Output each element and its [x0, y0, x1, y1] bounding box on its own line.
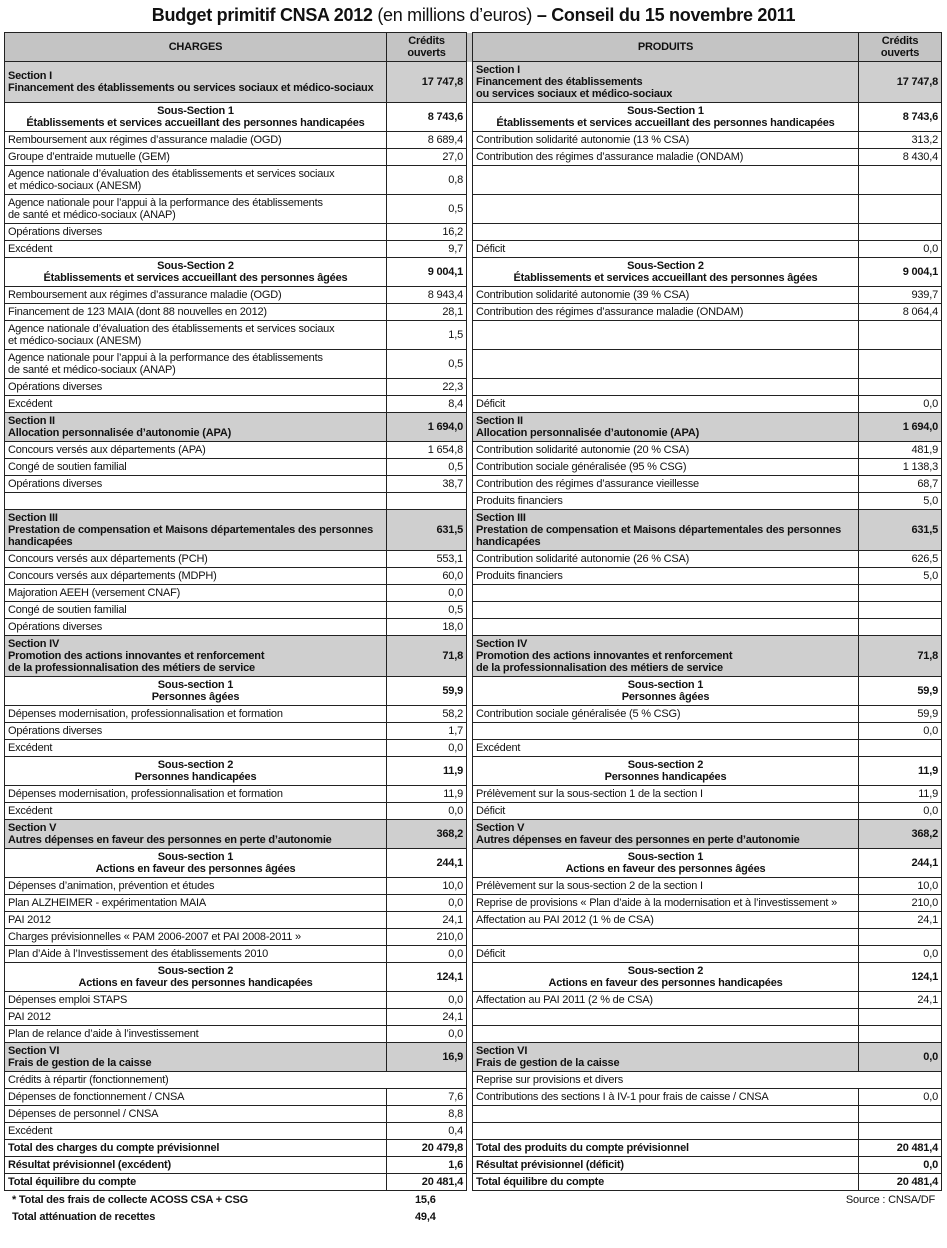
charges-label: Plan ALZHEIMER - expérimentation MAIA	[5, 895, 387, 912]
charges-label: Dépenses de fonctionnement / CNSA	[5, 1089, 387, 1106]
table-row	[5, 568, 942, 585]
produits-value	[859, 166, 942, 195]
charges-value: 0,0	[387, 1026, 467, 1043]
charges-value: 0,4	[387, 1123, 467, 1140]
produits-label: Prélèvement sur la sous-section 1 de la section I	[473, 786, 859, 803]
charges-value: 0,0	[387, 585, 467, 602]
produits-value	[859, 1026, 942, 1043]
charges-label: Excédent	[5, 1123, 387, 1140]
produits-label: Section I Financement des établissements ou services sociaux et médico-sociaux	[473, 62, 859, 103]
produits-label: Déficit	[473, 241, 859, 258]
produits-value: 368,2	[859, 820, 942, 849]
section-row	[5, 413, 942, 442]
charges-value: 1,7	[387, 723, 467, 740]
charges-value: 38,7	[387, 476, 467, 493]
table-row	[5, 241, 942, 258]
produits-value	[859, 1106, 942, 1123]
produits-value	[859, 321, 942, 350]
charges-label: Section V Autres dépenses en faveur des personnes en perte d’autonomie	[5, 820, 387, 849]
charges-label: Opérations diverses	[5, 379, 387, 396]
produits-value	[859, 740, 942, 757]
produits-label: Contribution sociale généralisée (5 % CSG)	[473, 706, 859, 723]
produits-value: 939,7	[859, 287, 942, 304]
source-note: Source : CNSA/DF	[845, 1194, 935, 1206]
table-row	[5, 602, 942, 619]
budget-table	[4, 32, 942, 1191]
produits-value: 9 004,1	[859, 258, 942, 287]
produits-label: Section II Allocation personnalisée d’autonomie (APA)	[473, 413, 859, 442]
section-row	[5, 636, 942, 677]
produits-value: 68,7	[859, 476, 942, 493]
charges-label: Section II Allocation personnalisée d’autonomie (APA)	[5, 413, 387, 442]
table-row	[5, 459, 942, 476]
charges-value: 17 747,8	[387, 62, 467, 103]
produits-value: 20 481,4	[859, 1174, 942, 1191]
produits-label: Section IV Promotion des actions innovantes et renforcement de la professionnalisation des métiers de service	[473, 636, 859, 677]
charges-label: Groupe d’entraide mutuelle (GEM)	[5, 149, 387, 166]
charges-value: 0,5	[387, 602, 467, 619]
produits-value: 8 743,6	[859, 103, 942, 132]
produits-value	[859, 379, 942, 396]
table-row	[5, 396, 942, 413]
produits-value: 8 064,4	[859, 304, 942, 321]
charges-value: 0,5	[387, 350, 467, 379]
total-row	[5, 1140, 942, 1157]
produits-value: 59,9	[859, 677, 942, 706]
produits-value: 1 694,0	[859, 413, 942, 442]
produits-label	[473, 723, 859, 740]
charges-label: Dépenses emploi STAPS	[5, 992, 387, 1009]
total-row	[5, 1174, 942, 1191]
charges-value: 0,0	[387, 740, 467, 757]
produits-value: 17 747,8	[859, 62, 942, 103]
produits-value: 0,0	[859, 1157, 942, 1174]
produits-value: 11,9	[859, 786, 942, 803]
produits-label	[473, 1026, 859, 1043]
table-row	[5, 1123, 942, 1140]
produits-value	[859, 1123, 942, 1140]
charges-label: Remboursement aux régimes d’assurance maladie (OGD)	[5, 287, 387, 304]
produits-label	[473, 619, 859, 636]
footnote-attenuation-value: 49,4	[415, 1211, 436, 1223]
produits-label	[473, 602, 859, 619]
produits-value: 24,1	[859, 992, 942, 1009]
charges-label: Congé de soutien familial	[5, 459, 387, 476]
produits-label: Sous-Section 2 Établissements et services accueillant des personnes âgées	[473, 258, 859, 287]
charges-value: 27,0	[387, 149, 467, 166]
footnotes	[0, 1191, 947, 1231]
charges-label: Crédits à répartir (fonctionnement)	[5, 1072, 467, 1089]
table-row	[5, 1026, 942, 1043]
produits-value	[859, 195, 942, 224]
charges-value: 28,1	[387, 304, 467, 321]
produits-value: 8 430,4	[859, 149, 942, 166]
charges-label: Opérations diverses	[5, 224, 387, 241]
table-row	[5, 786, 942, 803]
produits-value	[859, 929, 942, 946]
table-row	[5, 912, 942, 929]
table-row	[5, 476, 942, 493]
charges-label: Agence nationale d’évaluation des établissements et services sociaux et médico-sociaux (ANESM)	[5, 166, 387, 195]
produits-value: 626,5	[859, 551, 942, 568]
charges-value: 8,8	[387, 1106, 467, 1123]
table-row	[5, 287, 942, 304]
charges-value: 368,2	[387, 820, 467, 849]
title-unit: (en millions d’euros)	[372, 5, 537, 25]
charges-label	[5, 493, 387, 510]
charges-label: Sous-section 1 Actions en faveur des personnes âgées	[5, 849, 387, 878]
charges-value: 59,9	[387, 677, 467, 706]
charges-label: Excédent	[5, 740, 387, 757]
table-row	[5, 224, 942, 241]
table-row	[5, 442, 942, 459]
charges-label: Sous-section 1 Personnes âgées	[5, 677, 387, 706]
charges-value: 8 689,4	[387, 132, 467, 149]
footnote-attenuation-label: Total atténuation de recettes	[12, 1211, 156, 1223]
produits-value: 210,0	[859, 895, 942, 912]
charges-value: 11,9	[387, 757, 467, 786]
table-row	[5, 619, 942, 636]
produits-value	[859, 350, 942, 379]
charges-value: 24,1	[387, 1009, 467, 1026]
table-row	[5, 585, 942, 602]
charges-label: Agence nationale pour l’appui à la performance des établissements de santé et médico-sociaux (ANAP)	[5, 350, 387, 379]
produits-label: Résultat prévisionnel (déficit)	[473, 1157, 859, 1174]
produits-value: 20 481,4	[859, 1140, 942, 1157]
charges-label: Concours versés aux départements (APA)	[5, 442, 387, 459]
subsection-row	[5, 963, 942, 992]
charges-label: Plan de relance d’aide à l’investissement	[5, 1026, 387, 1043]
produits-label	[473, 350, 859, 379]
charges-value: 1,6	[387, 1157, 467, 1174]
title-council: – Conseil du 15 novembre 2011	[536, 5, 796, 25]
charges-label: Excédent	[5, 803, 387, 820]
charges-label: Opérations diverses	[5, 619, 387, 636]
charges-label: Excédent	[5, 241, 387, 258]
charges-value: 20 481,4	[387, 1174, 467, 1191]
produits-label: Section VI Frais de gestion de la caisse	[473, 1043, 859, 1072]
table-row	[5, 929, 942, 946]
charges-label: Remboursement aux régimes d’assurance maladie (OGD)	[5, 132, 387, 149]
produits-value: 0,0	[859, 803, 942, 820]
produits-value: 24,1	[859, 912, 942, 929]
table-row	[5, 350, 942, 379]
charges-label: Agence nationale pour l’appui à la performance des établissements de santé et médico-sociaux (ANAP)	[5, 195, 387, 224]
produits-label	[473, 585, 859, 602]
table-row	[5, 321, 942, 350]
produits-label: Affectation au PAI 2011 (2 % de CSA)	[473, 992, 859, 1009]
charges-value: 631,5	[387, 510, 467, 551]
produits-label: Total équilibre du compte	[473, 1174, 859, 1191]
produits-value: 631,5	[859, 510, 942, 551]
produits-value: 59,9	[859, 706, 942, 723]
charges-value: 20 479,8	[387, 1140, 467, 1157]
produits-label: Déficit	[473, 946, 859, 963]
charges-value: 71,8	[387, 636, 467, 677]
charges-header: CHARGES	[5, 33, 387, 62]
produits-label: Déficit	[473, 396, 859, 413]
charges-label: Total des charges du compte prévisionnel	[5, 1140, 387, 1157]
credits-header: Crédits ouverts	[387, 33, 467, 62]
charges-label: Section VI Frais de gestion de la caisse	[5, 1043, 387, 1072]
table-row	[5, 1089, 942, 1106]
section-row	[5, 820, 942, 849]
charges-label: Plan d’Aide à l’Investissement des établissements 2010	[5, 946, 387, 963]
produits-label	[473, 166, 859, 195]
charges-label: Dépenses modernisation, professionnalisation et formation	[5, 786, 387, 803]
charges-label: Opérations diverses	[5, 723, 387, 740]
produits-value: 0,0	[859, 396, 942, 413]
produits-label: Contribution des régimes d’assurance maladie (ONDAM)	[473, 304, 859, 321]
credits-header: Crédits ouverts	[859, 33, 942, 62]
table-row	[5, 878, 942, 895]
charges-value: 8 743,6	[387, 103, 467, 132]
produits-label: Contribution solidarité autonomie (13 % CSA)	[473, 132, 859, 149]
subsection-row	[5, 103, 942, 132]
charges-label: Majoration AEEH (versement CNAF)	[5, 585, 387, 602]
charges-value: 24,1	[387, 912, 467, 929]
charges-value: 9,7	[387, 241, 467, 258]
subsection-row	[5, 849, 942, 878]
produits-label	[473, 1123, 859, 1140]
produits-label: Sous-section 1 Personnes âgées	[473, 677, 859, 706]
produits-label: Produits financiers	[473, 493, 859, 510]
table-row	[5, 992, 942, 1009]
produits-value	[859, 1009, 942, 1026]
table-row	[5, 1009, 942, 1026]
charges-value: 16,9	[387, 1043, 467, 1072]
charges-label: Dépenses modernisation, professionnalisation et formation	[5, 706, 387, 723]
charges-label: Section I Financement des établissements ou services sociaux et médico-sociaux	[5, 62, 387, 103]
produits-label	[473, 929, 859, 946]
charges-label: Dépenses de personnel / CNSA	[5, 1106, 387, 1123]
produits-label	[473, 1106, 859, 1123]
charges-value: 0,0	[387, 803, 467, 820]
charges-value: 7,6	[387, 1089, 467, 1106]
table-row	[5, 166, 942, 195]
charges-value: 60,0	[387, 568, 467, 585]
produits-label: Sous-section 1 Actions en faveur des personnes âgées	[473, 849, 859, 878]
produits-label: Contribution solidarité autonomie (39 % CSA)	[473, 287, 859, 304]
produits-value: 481,9	[859, 442, 942, 459]
produits-value	[859, 224, 942, 241]
charges-label: Section III Prestation de compensation et Maisons départementales des personnes handicapées	[5, 510, 387, 551]
charges-label: Résultat prévisionnel (excédent)	[5, 1157, 387, 1174]
charges-value: 124,1	[387, 963, 467, 992]
table-header	[5, 33, 942, 62]
charges-value: 0,8	[387, 166, 467, 195]
charges-value: 10,0	[387, 878, 467, 895]
produits-label: Déficit	[473, 803, 859, 820]
table-row	[5, 149, 942, 166]
produits-label: Total des produits du compte prévisionnel	[473, 1140, 859, 1157]
produits-value: 5,0	[859, 493, 942, 510]
produits-label: Reprise sur provisions et divers	[473, 1072, 942, 1089]
produits-value: 71,8	[859, 636, 942, 677]
charges-label: Charges prévisionnelles « PAM 2006-2007 et PAI 2008-2011 »	[5, 929, 387, 946]
title-main: Budget primitif CNSA 2012	[151, 5, 373, 25]
charges-label: Opérations diverses	[5, 476, 387, 493]
footnote-collection-value: 15,6	[415, 1194, 436, 1206]
charges-value: 0,5	[387, 195, 467, 224]
produits-label	[473, 224, 859, 241]
charges-label: Excédent	[5, 396, 387, 413]
charges-value: 0,0	[387, 992, 467, 1009]
table-row	[5, 706, 942, 723]
produits-label: Sous-Section 1 Établissements et services accueillant des personnes handicapées	[473, 103, 859, 132]
section-row	[5, 1043, 942, 1072]
table-row	[5, 946, 942, 963]
produits-label: Sous-section 2 Actions en faveur des personnes handicapées	[473, 963, 859, 992]
charges-label: Dépenses d’animation, prévention et études	[5, 878, 387, 895]
charges-label: Congé de soutien familial	[5, 602, 387, 619]
produits-value: 0,0	[859, 241, 942, 258]
charges-label: Concours versés aux départements (PCH)	[5, 551, 387, 568]
produits-value: 244,1	[859, 849, 942, 878]
charges-value	[387, 493, 467, 510]
charges-value: 58,2	[387, 706, 467, 723]
produits-value: 0,0	[859, 723, 942, 740]
produits-label	[473, 379, 859, 396]
charges-value: 210,0	[387, 929, 467, 946]
charges-label: Sous-Section 2 Établissements et services accueillant des personnes âgées	[5, 258, 387, 287]
produits-label: Excédent	[473, 740, 859, 757]
produits-value: 10,0	[859, 878, 942, 895]
charges-value: 1 694,0	[387, 413, 467, 442]
charges-value: 1 654,8	[387, 442, 467, 459]
produits-value: 0,0	[859, 1089, 942, 1106]
table-row	[5, 379, 942, 396]
charges-label: Sous-section 2 Actions en faveur des personnes handicapées	[5, 963, 387, 992]
produits-label	[473, 195, 859, 224]
produits-label: Contribution des régimes d’assurance maladie (ONDAM)	[473, 149, 859, 166]
section-row	[5, 510, 942, 551]
footnote-collection-label: * Total des frais de collecte ACOSS CSA + CSG	[12, 1194, 249, 1206]
table-row	[5, 723, 942, 740]
charges-label: PAI 2012	[5, 912, 387, 929]
table-row	[5, 895, 942, 912]
charges-label: Total équilibre du compte	[5, 1174, 387, 1191]
produits-value	[859, 585, 942, 602]
charges-value: 8 943,4	[387, 287, 467, 304]
charges-value: 244,1	[387, 849, 467, 878]
table-row	[5, 551, 942, 568]
produits-value: 313,2	[859, 132, 942, 149]
charges-label: Sous-section 2 Personnes handicapées	[5, 757, 387, 786]
table-row	[5, 1106, 942, 1123]
table-row	[5, 195, 942, 224]
produits-label: Prélèvement sur la sous-section 2 de la section I	[473, 878, 859, 895]
total-row	[5, 1157, 942, 1174]
charges-value: 8,4	[387, 396, 467, 413]
charges-label: Section IV Promotion des actions innovantes et renforcement de la professionnalisation des métiers de service	[5, 636, 387, 677]
produits-value: 1 138,3	[859, 459, 942, 476]
produits-header: PRODUITS	[473, 33, 859, 62]
charges-value: 0,0	[387, 946, 467, 963]
charges-value: 553,1	[387, 551, 467, 568]
subsection-row	[5, 757, 942, 786]
produits-value: 0,0	[859, 946, 942, 963]
produits-label: Contribution sociale généralisée (95 % CSG)	[473, 459, 859, 476]
charges-label: PAI 2012	[5, 1009, 387, 1026]
section-row	[5, 62, 942, 103]
charges-label: Sous-Section 1 Établissements et services accueillant des personnes handicapées	[5, 103, 387, 132]
produits-value	[859, 619, 942, 636]
subsection-row	[5, 677, 942, 706]
charges-value: 11,9	[387, 786, 467, 803]
table-row	[5, 493, 942, 510]
charges-value: 22,3	[387, 379, 467, 396]
produits-label	[473, 321, 859, 350]
produits-value: 5,0	[859, 568, 942, 585]
charges-value: 0,0	[387, 895, 467, 912]
produits-label	[473, 1009, 859, 1026]
table-row	[5, 803, 942, 820]
charges-label: Agence nationale d’évaluation des établissements et services sociaux et médico-sociaux (ANESM)	[5, 321, 387, 350]
produits-label: Affectation au PAI 2012 (1 % de CSA)	[473, 912, 859, 929]
charges-value: 9 004,1	[387, 258, 467, 287]
produits-value: 11,9	[859, 757, 942, 786]
subsection-row	[5, 258, 942, 287]
produits-label: Sous-section 2 Personnes handicapées	[473, 757, 859, 786]
produits-label: Section V Autres dépenses en faveur des personnes en perte d’autonomie	[473, 820, 859, 849]
produits-label: Contribution des régimes d’assurance vieillesse	[473, 476, 859, 493]
charges-label: Financement de 123 MAIA (dont 88 nouvelles en 2012)	[5, 304, 387, 321]
table-row	[5, 1072, 942, 1089]
produits-label: Contributions des sections I à IV-1 pour frais de caisse / CNSA	[473, 1089, 859, 1106]
table-row	[5, 740, 942, 757]
table-row	[5, 304, 942, 321]
produits-value	[859, 602, 942, 619]
charges-value: 16,2	[387, 224, 467, 241]
produits-value: 124,1	[859, 963, 942, 992]
produits-label: Section III Prestation de compensation et Maisons départementales des personnes handicapées	[473, 510, 859, 551]
charges-value: 18,0	[387, 619, 467, 636]
produits-value: 0,0	[859, 1043, 942, 1072]
charges-label: Concours versés aux départements (MDPH)	[5, 568, 387, 585]
produits-label: Produits financiers	[473, 568, 859, 585]
produits-label: Contribution solidarité autonomie (20 % CSA)	[473, 442, 859, 459]
page-title	[0, 0, 947, 32]
produits-label: Reprise de provisions « Plan d’aide à la modernisation et à l’investissement »	[473, 895, 859, 912]
charges-value: 0,5	[387, 459, 467, 476]
table-row	[5, 132, 942, 149]
charges-value: 1,5	[387, 321, 467, 350]
produits-label: Contribution solidarité autonomie (26 % CSA)	[473, 551, 859, 568]
